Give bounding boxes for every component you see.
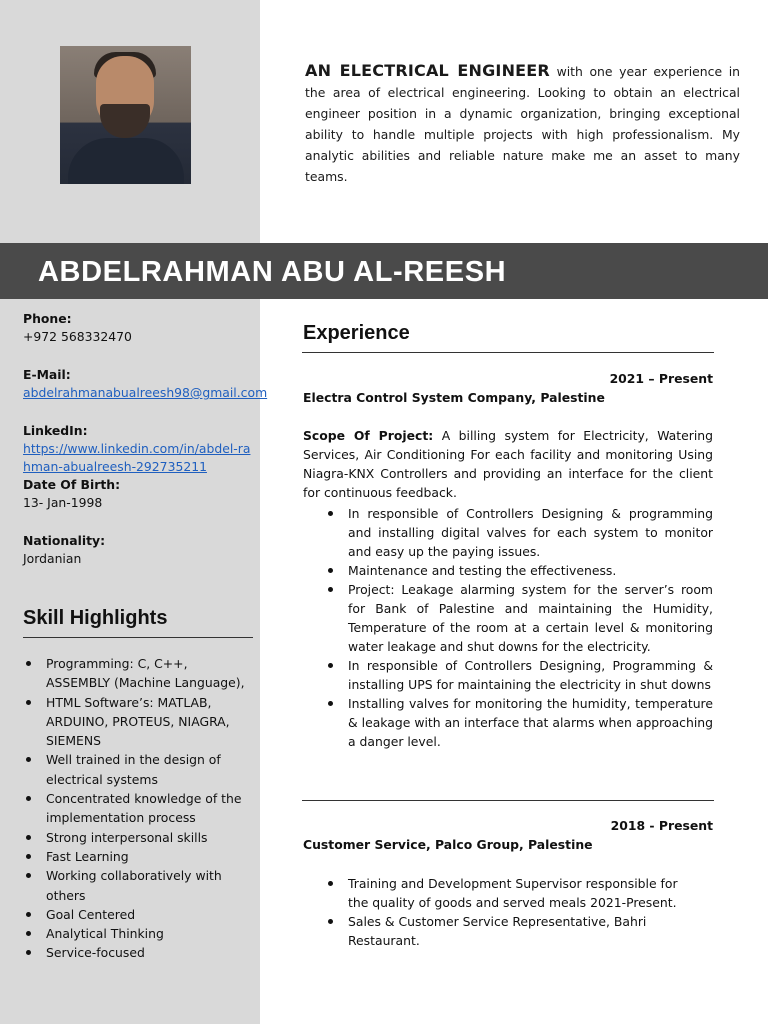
profile-summary <box>305 60 740 187</box>
job-company: Electra Control System Company, Palestine <box>303 390 605 405</box>
email-block <box>23 366 268 402</box>
profile-photo <box>60 46 191 184</box>
contact-info <box>23 310 268 588</box>
list-item: Well trained in the design of electrical systems <box>23 750 253 789</box>
nationality-block <box>23 532 253 568</box>
dob-block <box>23 476 253 512</box>
skills-list <box>23 654 253 963</box>
list-item: Service-focused <box>23 943 253 962</box>
list-item: Sales & Customer Service Representative, Bahri Restaurant. <box>303 912 713 950</box>
list-item: Project: Leakage alarming system for the server’s room for Bank of Palestine and maintaining the Humidity, Temperature of the room at a certain level & monitoring water leakage and shut downs for the electricity. <box>303 580 713 656</box>
candidate-name: ABDELRAHMAN ABU AL-REESH <box>38 256 507 288</box>
list-item: Concentrated knowledge of the implementation process <box>23 789 253 828</box>
photo-shirt <box>68 138 184 184</box>
list-item: Analytical Thinking <box>23 924 253 943</box>
linkedin-link[interactable]: https://www.linkedin.com/in/abdel-rahman-abualreesh-292735211 <box>23 441 251 474</box>
scope-label: Scope Of Project: <box>303 428 434 443</box>
experience-divider <box>302 352 714 353</box>
email-label: E-Mail: <box>23 367 71 382</box>
job-entry <box>303 816 713 950</box>
list-item: Fast Learning <box>23 847 253 866</box>
job-entry <box>303 369 713 751</box>
list-item: Strong interpersonal skills <box>23 828 253 847</box>
phone-value: +972 568332470 <box>23 329 132 344</box>
list-item: HTML Software’s: MATLAB, ARDUINO, PROTEUS, NIAGRA, SIEMENS <box>23 693 253 751</box>
list-item: Working collaboratively with others <box>23 866 253 905</box>
skills-heading: Skill Highlights <box>23 607 168 629</box>
linkedin-label: LinkedIn: <box>23 423 88 438</box>
phone-block <box>23 310 253 346</box>
list-item: Goal Centered <box>23 905 253 924</box>
list-item: Maintenance and testing the effectiveness. <box>303 561 713 580</box>
dob-value: 13- Jan-1998 <box>23 495 103 510</box>
job-date: 2021 – Present <box>609 371 713 386</box>
job-divider <box>302 800 714 801</box>
nationality-label: Nationality: <box>23 533 106 548</box>
summary-text: with one year experience in the area of electrical engineering. Looking to obtain an electrical engineer position in a dynamic organization, bringing exceptional ability to handle multiple projects with high professionalism. My analytic abilities and reliable nature make me an asset to many teams. <box>305 64 740 184</box>
list-item: Installing valves for monitoring the humidity, temperature & leakage with an interface that alarms when approaching a danger level. <box>303 694 713 751</box>
phone-label: Phone: <box>23 311 72 326</box>
job-bullets <box>303 504 713 751</box>
skills-divider <box>23 637 253 638</box>
job-company: Customer Service, Palco Group, Palestine <box>303 837 593 852</box>
scope-text: A billing system for Electricity, Watering Services, Air Conditioning For each facility and monitoring Using Niagra-KNX Controllers and providing an interface for the client for continuous feedback. <box>303 428 713 500</box>
email-link[interactable]: abdelrahmanabualreesh98@gmail.com <box>23 385 268 400</box>
nationality-value: Jordanian <box>23 551 82 566</box>
job-scope <box>303 426 713 502</box>
summary-lead: AN ELECTRICAL ENGINEER <box>305 61 550 80</box>
name-banner <box>0 243 768 299</box>
list-item: In responsible of Controllers Designing & programming and installing digital valves for each system to monitor and easy up the paying issues. <box>303 504 713 561</box>
dob-label: Date Of Birth: <box>23 477 121 492</box>
list-item: Programming: C, C++, ASSEMBLY (Machine Language), <box>23 654 253 693</box>
linkedin-block <box>23 422 253 476</box>
list-item: Training and Development Supervisor responsible for the quality of goods and served meals 2021-Present. <box>303 874 713 912</box>
job-date: 2018 - Present <box>610 818 713 833</box>
experience-heading: Experience <box>303 322 410 344</box>
job-bullets <box>303 874 713 950</box>
photo-beard <box>100 104 150 138</box>
list-item: In responsible of Controllers Designing, Programming & installing UPS for maintaining the electricity in shut downs <box>303 656 713 694</box>
